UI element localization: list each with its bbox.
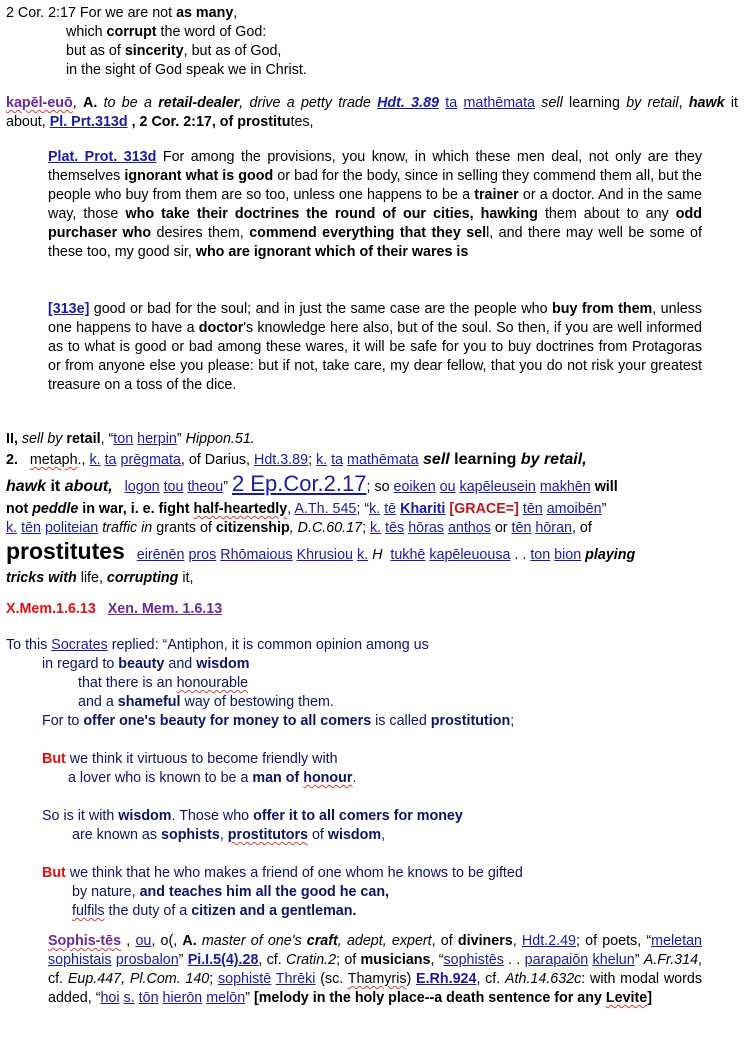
soph-a: , (121, 933, 136, 949)
soph-levite: Levite (605, 990, 648, 1006)
def-tes: tes, (290, 114, 314, 130)
def-retail-dealer: retail-dealer (158, 95, 240, 111)
soc-l1a: To this (6, 637, 52, 653)
soc-l4c: way of bestowing them. (180, 694, 334, 710)
verse-as-many: as many (176, 5, 234, 21)
hawk: hawk (6, 478, 47, 495)
plato2-d: doctor (198, 320, 244, 336)
soph-r: , cf. (476, 971, 505, 987)
soph-q: “ (438, 952, 444, 968)
link-ta3[interactable]: ta (331, 452, 344, 468)
soc-shameful: shameful (117, 694, 181, 710)
socrates-passage (6, 636, 738, 921)
soc-l2a: in regard to (42, 656, 119, 672)
half-heartedly: half-heartedly (193, 501, 288, 517)
entry-sense-2 (6, 430, 738, 588)
soc-and: and (164, 656, 197, 672)
link-theou[interactable]: theou (187, 479, 224, 495)
d2: , of Darius, (180, 452, 255, 468)
link-k4[interactable]: k. (6, 520, 18, 536)
q5: ” (601, 501, 607, 517)
dc: , D.C.60.17 (289, 520, 363, 536)
soc-l11a: by nature, (72, 884, 140, 900)
plato2-c: , unless one happens to have a (48, 301, 702, 336)
soph-e: , of (431, 933, 458, 949)
link-ta[interactable]: ta (445, 95, 458, 111)
soc-beauty: beauty (118, 656, 165, 672)
plato-d: trainer (474, 187, 519, 203)
verse-word: the word of God: (156, 24, 267, 40)
verse-line3: but as of (66, 43, 125, 59)
link-s[interactable]: s. (123, 990, 135, 1006)
H: H (372, 547, 383, 563)
sep: , (72, 95, 83, 111)
soc-citizen: citizen and a gentleman. (191, 903, 357, 919)
d4: ; (362, 520, 371, 536)
link-mathemata[interactable]: mathēmata (463, 95, 536, 111)
hippon: Hippon.51. (185, 431, 255, 447)
soc-l9a: are known as (72, 827, 162, 843)
verse-line4: in the sight of God speak we in Christ. (66, 62, 307, 78)
link-k3[interactable]: k. (369, 501, 381, 517)
soph-musicians: musicians (360, 952, 431, 968)
soc-l9c: , (219, 827, 228, 843)
link-ten[interactable]: tēn (522, 501, 543, 517)
soc-wisdom2: wisdom (118, 808, 172, 824)
soc-dot: . (352, 770, 357, 786)
sell-by: sell by (17, 431, 67, 447)
soph-o: (sc. (315, 971, 344, 987)
life: life, (76, 570, 107, 586)
about: about, (64, 478, 113, 495)
d3: ; (308, 452, 317, 468)
soc-l12b: the duty of a (104, 903, 192, 919)
soc-l8c: . Those who (171, 808, 254, 824)
verse-block (6, 4, 738, 80)
soc-l9e: of (307, 827, 328, 843)
soc-l5c: is called (371, 713, 431, 729)
soc-l5e: ; (510, 713, 515, 729)
soph-i: , cf. (258, 952, 287, 968)
headword-sophistes[interactable]: Sophis-tēs (48, 933, 122, 949)
q2: ” (176, 431, 186, 447)
soph-j: ; of (336, 952, 361, 968)
verse-sincerity: sincerity (124, 43, 184, 59)
plato-j: commend everything that they sel (249, 225, 487, 241)
link-khariti[interactable]: Khariti (400, 501, 446, 517)
plato-c: or bad for the body, since in selling they commend them all, but the people who buy from them are so too, unless one happens to be a (48, 168, 702, 203)
soc-l4a: and a (78, 694, 118, 710)
link-sophiste[interactable]: sophistē (217, 971, 272, 987)
d1: ., (77, 452, 90, 468)
soc-prostitution: prostitution (430, 713, 511, 729)
link-horas[interactable]: hōras (408, 520, 444, 536)
soph-h: ” (178, 952, 188, 968)
sense-2: 2. (6, 452, 18, 468)
soc-l10b: we think that he who makes a friend of one whom he knows to be gifted (65, 865, 523, 881)
by-retail: by retail, (516, 451, 587, 468)
learning: learning (454, 451, 517, 468)
plato-a: For among the provisions, you know, in which these men deal, not only are they themselves (48, 149, 702, 184)
link-ten3[interactable]: tēn (511, 520, 532, 536)
def-1: to be a (97, 95, 159, 111)
verse-line2: which (66, 24, 107, 40)
link-hdt-2-49[interactable]: Hdt.2.49 (521, 933, 576, 949)
or: or (490, 520, 512, 536)
soc-wisdom3: wisdom (327, 827, 382, 843)
plato-h: odd purchaser who (48, 206, 702, 241)
link-tes[interactable]: tēs (385, 520, 405, 536)
link-eoiken[interactable]: eoiken (393, 479, 436, 495)
soph-A: A. (182, 933, 197, 949)
sense-II: II, (6, 431, 18, 447)
tricks-with: tricks with (6, 570, 77, 586)
link-herpin[interactable]: herpin (137, 431, 177, 447)
plato-e: or a doctor. And in the same way, those (48, 187, 703, 222)
plato-b: ignorant what is good (124, 168, 274, 184)
plato-quote-1 (48, 148, 702, 262)
soc-but2: But (42, 865, 66, 881)
link-pregmata[interactable]: prēgmata (120, 452, 181, 468)
traffic-in: traffic in (98, 520, 153, 536)
link-anthos[interactable]: anthos (447, 520, 491, 536)
soph-p: ) (406, 971, 417, 987)
soph-v: ] (647, 990, 652, 1006)
link-k1[interactable]: k. (89, 452, 101, 468)
def-2cor: , 2 Cor. 2:17, of prostitu (127, 114, 291, 130)
plato2-b: buy from them (552, 301, 653, 317)
soc-l8a: So is it with (42, 808, 119, 824)
def-by-retail: by retail (626, 95, 679, 111)
plato-quote-2 (48, 300, 702, 395)
link-hieron[interactable]: hierōn (162, 990, 203, 1006)
headword-kapeleuo[interactable]: kapēl-euō (6, 95, 73, 111)
link-mathemata2[interactable]: mathēmata (347, 452, 419, 468)
soc-wisdom: wisdom (196, 656, 250, 672)
soc-offer-beauty: offer one's beauty for money to all comers (83, 713, 372, 729)
citizenship: citizenship (215, 520, 290, 536)
soc-sophists: sophists (161, 827, 220, 843)
link-eirenen[interactable]: eirēnēn (136, 547, 185, 563)
playing: playing (581, 547, 636, 563)
link-tukhe[interactable]: tukhē (390, 547, 426, 563)
soph-f: , (512, 933, 522, 949)
link-ton2[interactable]: ton (530, 547, 551, 563)
link-te[interactable]: tē (384, 501, 397, 517)
link-xen-mem[interactable]: Xen. Mem. 1.6.13 (107, 601, 223, 617)
grace: [GRACE=] (445, 501, 519, 517)
link-erh[interactable]: E.Rh.924 (416, 971, 477, 987)
sense-a: A. (83, 95, 98, 111)
soph-g: ; of poets, “ (575, 933, 652, 949)
link-ou2[interactable]: ou (135, 933, 152, 949)
mem-refs (6, 600, 738, 619)
link-pl-prt-313d[interactable]: Pl. Prt.313d (49, 114, 128, 130)
link-prosbalon[interactable]: prosbalon (115, 952, 179, 968)
link-socrates[interactable]: Socrates (51, 637, 108, 653)
so: ; so (366, 479, 394, 495)
link-threki[interactable]: Thrēki (275, 971, 316, 987)
soc-honour: honour (303, 770, 353, 786)
plato-i: desires them, (151, 225, 250, 241)
verse-corrupt: corrupt (106, 24, 157, 40)
link-sophistes[interactable]: sophistēs (443, 952, 504, 968)
link-pi[interactable]: Pi.I.5(4).28 (187, 952, 259, 968)
link-khrusiou[interactable]: Khrusiou (296, 547, 353, 563)
link-hoi[interactable]: hoi (100, 990, 120, 1006)
link-k5[interactable]: k. (370, 520, 382, 536)
not: not (6, 501, 33, 517)
link-bion[interactable]: bion (554, 547, 582, 563)
soc-l5a: For to (42, 713, 84, 729)
verse-line1: 2 Cor. 2:17 For we are not (6, 5, 177, 21)
q4: ; “ (356, 501, 370, 517)
link-politeian[interactable]: politeian (44, 520, 99, 536)
dd: . . (510, 547, 531, 563)
def-sell: sell (535, 95, 563, 111)
soph-c: master of one's (196, 933, 307, 949)
soph-u: [melody in the holy place--a death sentence for any (253, 990, 606, 1006)
link-tou[interactable]: tou (163, 479, 184, 495)
link-makhen[interactable]: makhēn (539, 479, 591, 495)
plato-f: who take their doctrines the round of our cities, hawking (125, 206, 538, 222)
of: , of (571, 520, 592, 536)
soph-t: ” (245, 990, 254, 1006)
soph-cratin: Cratin.2 (286, 952, 337, 968)
peddle: peddle (32, 501, 79, 517)
soph-k: , (430, 952, 435, 968)
soph-l: ” (634, 952, 644, 968)
link-khelun[interactable]: khelun (592, 952, 635, 968)
link-kapeleusein[interactable]: kapēleusein (459, 479, 536, 495)
soc-teaches: and teaches him all the good he can, (139, 884, 390, 900)
soph-d: , adept, expert (337, 933, 432, 949)
link-ath-545[interactable]: A.Th. 545 (294, 501, 357, 517)
link-hdt-3-89b[interactable]: Hdt.3.89 (254, 452, 309, 468)
link-kapeleuousa[interactable]: kapēleuousa (429, 547, 511, 563)
link-ton[interactable]: ton (113, 431, 134, 447)
link-2-ep-cor[interactable]: 2 Ep.Cor.2.17 (231, 471, 367, 496)
def-it-about: it about, (6, 95, 738, 130)
soph-b: , o(, (151, 933, 183, 949)
link-meletan[interactable]: meletan (651, 933, 703, 949)
sep2: , (678, 95, 689, 111)
retail: retail (66, 431, 101, 447)
soc-l3a: that there is an (78, 675, 177, 691)
it: it (46, 478, 65, 495)
will: will (590, 479, 618, 495)
in-war: in war, i. e. fight (78, 501, 194, 517)
soc-man-of: man of (252, 770, 304, 786)
link-amoiben[interactable]: amoibēn (546, 501, 602, 517)
it2: it, (178, 570, 194, 586)
soc-honourable: honourable (176, 675, 249, 691)
verse-comma: , (233, 5, 238, 21)
soph-craft: craft (306, 933, 338, 949)
link-k2[interactable]: k. (316, 452, 328, 468)
soc-l6b: we think it virtuous to become friendly with (65, 751, 338, 767)
soc-offer-it: offer it to all comers for money (253, 808, 463, 824)
soph-n: ; (209, 971, 218, 987)
soc-l7a: a lover who is known to be a (68, 770, 253, 786)
sell-L: sell (418, 451, 455, 468)
link-k6[interactable]: k. (356, 547, 369, 563)
plato-k: l, and there may well be some of these too, my good sir, (48, 225, 702, 260)
def-learning: learning (562, 95, 627, 111)
link-parapaion[interactable]: parapaiōn (524, 952, 589, 968)
link-313e[interactable]: [313e] (48, 301, 90, 317)
x-mem-ref: X.Mem.1.6.13 (6, 601, 96, 617)
soph-dd: . . (503, 952, 525, 968)
link-logon[interactable]: logon (124, 479, 160, 495)
q3: ” (223, 479, 232, 495)
def-2: , drive a petty trade (239, 95, 378, 111)
link-ta2[interactable]: ta (104, 452, 117, 468)
soph-ath: Ath.14.632c (504, 971, 582, 987)
link-pros[interactable]: pros (188, 547, 217, 563)
entry-kapeleuo (6, 94, 738, 132)
plato-g: them about to any (537, 206, 676, 222)
soc-l1c: replied: “Antiphon, it is common opinion among us (107, 637, 429, 653)
soph-diviners: diviners (457, 933, 513, 949)
link-hdt-3-89[interactable]: Hdt. 3.89 (377, 95, 439, 111)
grants: grants of (152, 520, 216, 536)
soph-m: , cf. (48, 952, 703, 987)
soc-fulfils: fulfils (72, 903, 105, 919)
soc-l9g: , (381, 827, 386, 843)
comma: , (287, 501, 295, 517)
metaph: metaph (29, 452, 78, 468)
link-sophistais[interactable]: sophistais (48, 952, 112, 968)
link-ten2[interactable]: tēn (21, 520, 41, 536)
plato2-a: good or bad for the soul; and in just the same case are the people who (89, 301, 552, 317)
link-plat-prot-313d[interactable]: Plat. Prot. 313d (48, 149, 157, 165)
link-horan[interactable]: hōran (535, 520, 572, 536)
entry-sophistes (48, 932, 702, 1008)
verse-god: , but as of God, (183, 43, 282, 59)
link-ou[interactable]: ou (439, 479, 456, 495)
plato2-e: 's knowledge here also, but of the soul. So then, if you are well informed as to what is good or bad among these wares, it will be safe for you to buy doctrines from Protagoras or from anyone else you please: but if not, take care, my dear fellow, that you do not risk your greatest treasure on a toss of the dice. (48, 320, 702, 393)
link-ton3[interactable]: tōn (138, 990, 159, 1006)
soc-but1: But (42, 751, 66, 767)
soph-afr: A.Fr.314 (643, 952, 699, 968)
soph-s: : with modal words added, “ (48, 971, 702, 1006)
soph-eup: Eup.447, Pl.Com. 140 (67, 971, 210, 987)
soc-prostitutors: prostitutors (227, 827, 308, 843)
prostitutes: prostitutes (6, 538, 125, 564)
q1: , “ (100, 431, 114, 447)
link-rhomaious[interactable]: Rhōmaious (220, 547, 293, 563)
plato-l: who are ignorant which of their wares is (195, 244, 469, 260)
soph-thamyris: Thamyris (347, 971, 407, 987)
corrupting: corrupting (106, 570, 179, 586)
link-melon[interactable]: melōn (206, 990, 246, 1006)
def-hawk: hawk (688, 95, 725, 111)
